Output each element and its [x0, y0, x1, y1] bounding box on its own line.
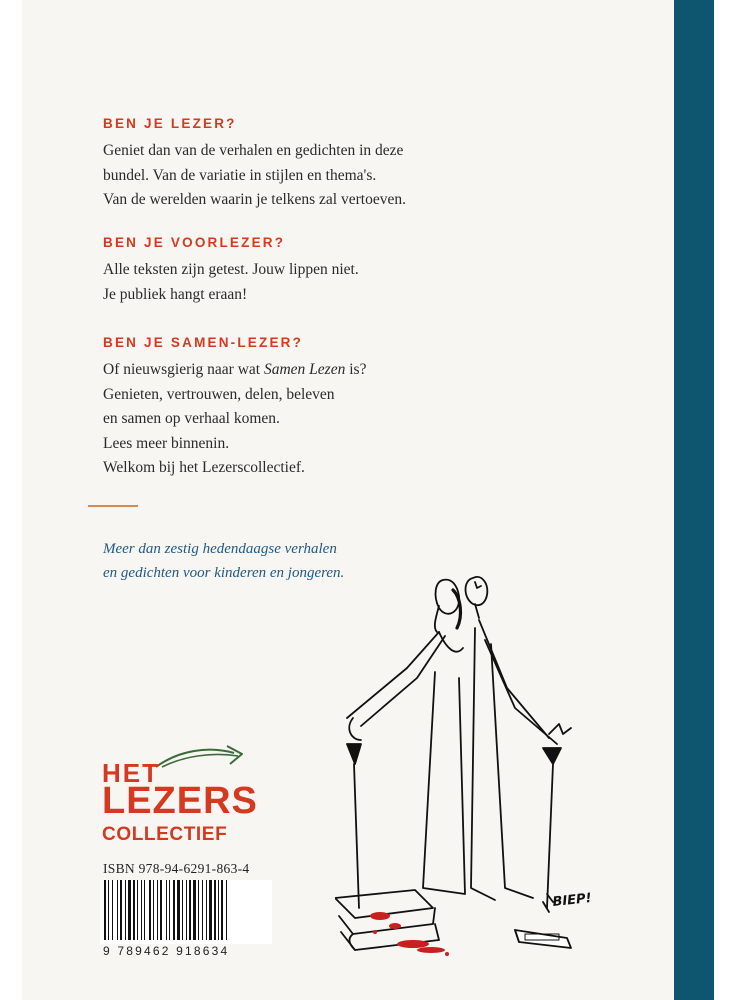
phone-icon — [515, 930, 571, 948]
samen-lezen-term: Samen Lezen — [263, 361, 346, 378]
woman-figure — [347, 580, 465, 908]
text-fragment: is? — [345, 361, 367, 378]
text-fragment: Of nieuwsgierig naar wat — [103, 361, 264, 378]
man-figure — [466, 577, 572, 908]
section-read-aloud — [103, 235, 543, 307]
logo-text: LEZERS — [102, 780, 258, 822]
speech-text: BIEP! — [551, 890, 593, 910]
section-text-line: Geniet dan van de verhalen en gedichten in deze — [103, 142, 404, 159]
section-text-line: bundel. Van de variatie in stijlen en thema's. — [103, 166, 377, 184]
section-text-line: Genieten, vertrouwen, delen, beleven — [103, 385, 335, 403]
section-text-line: Welkom bij het Lezerscollectief. — [103, 459, 305, 476]
section-reader — [103, 116, 543, 213]
divider — [88, 505, 138, 507]
section-text-line — [103, 358, 543, 383]
arrow-icon — [154, 740, 246, 770]
section-text-line: Lees meer binnenin. — [103, 434, 230, 452]
section-co-reader — [103, 335, 543, 481]
barcode-digits: 9 789462 918634 — [103, 944, 230, 958]
speech-line — [543, 902, 549, 912]
illustration — [335, 568, 635, 968]
section-heading: BEN JE VOORLEZER? — [103, 235, 286, 250]
section-text-line: Van de werelden waarin je telkens zal vertoeven. — [103, 191, 406, 208]
barcode — [100, 880, 272, 944]
tagline-line: en gedichten voor kinderen en jongeren. — [103, 565, 345, 581]
book-spine — [674, 0, 714, 1000]
section-heading: BEN JE LEZER? — [103, 116, 237, 131]
logo-text: HET — [102, 758, 160, 788]
tagline-line: Meer dan zestig hedendaagse verhalen — [103, 541, 337, 557]
section-text-line: Alle teksten zijn getest. Jouw lippen niet. — [103, 261, 359, 278]
logo-text: COLLECTIEF — [102, 824, 228, 845]
section-text-line: Je publiek hangt eraan! — [103, 285, 248, 303]
isbn-number: ISBN 978-94-6291-863-4 — [103, 861, 250, 876]
section-heading: BEN JE SAMEN-LEZER? — [103, 335, 304, 350]
publisher-logo — [102, 740, 282, 850]
section-text-line: en samen op verhaal komen. — [103, 410, 280, 427]
